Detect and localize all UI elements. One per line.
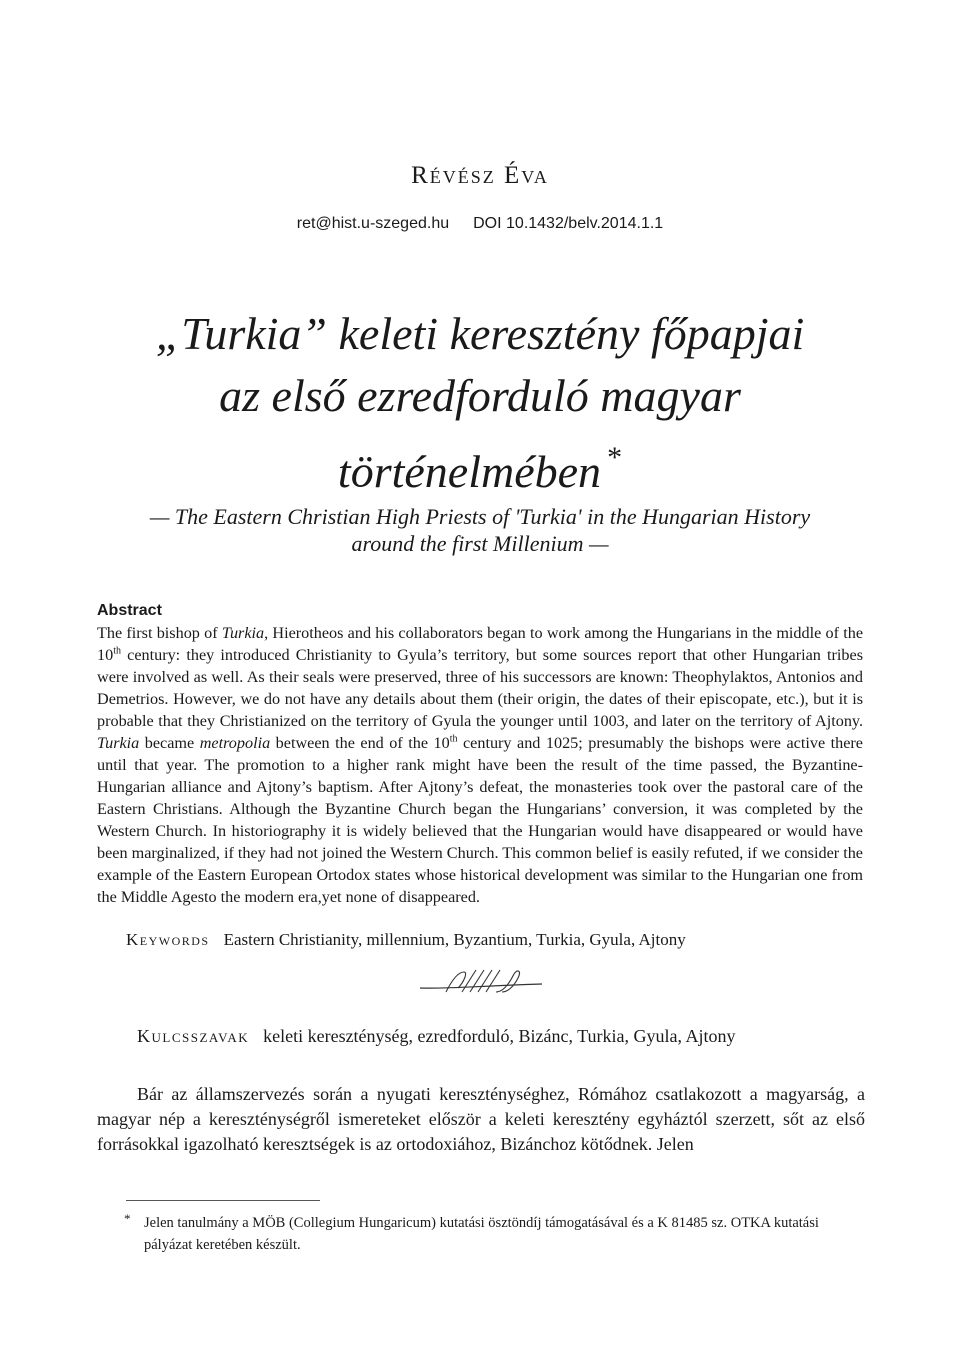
article-title <box>0 303 960 503</box>
title-line-1: „Turkia” keleti keresztény főpapjai <box>155 307 805 359</box>
footnote-mark: * <box>124 1211 131 1226</box>
abstract-run: The first bishop of <box>97 624 222 642</box>
abstract-italic: Turkia <box>97 734 140 752</box>
abstract-run: century: they introduced Christianity to Gyula’s territory, but some sources report that other Hungarian tribes were involved as well. As their seals were preserved, three of his successors are known: Theophylaktos, Antonios and Demetrios. However, we do not have any details about them (their origin, the dates of their episcopate, etc.), but it is probable that they Christianized on the territory of Gyula the younger until 1003, and later on the territory of Ajtony. <box>97 646 863 730</box>
author-name: Révész Éva <box>411 162 549 189</box>
title-line-2: az első ezredforduló magyar <box>219 369 741 421</box>
abstract-run: , Hierotheos and his collaborators began to work among the Hungarians in the middle of the 10 <box>97 624 864 664</box>
ordinal-sup: th <box>449 733 458 745</box>
title-footnote-mark: * <box>607 440 623 474</box>
keywords-text: Eastern Christianity, millennium, Byzantium, Turkia, Gyula, Ajtony <box>223 930 686 949</box>
footnote-text: Jelen tanulmány a MÖB (Collegium Hungaricum) kutatási ösztöndíj támogatásával és a K 81485 sz. OTKA kutatási pályázat keretében készült. <box>144 1215 819 1253</box>
english-subtitle <box>0 503 960 557</box>
keywords-english <box>126 930 886 950</box>
ordinal-sup: th <box>113 645 121 657</box>
title-line-3-text: történelmében <box>337 445 602 497</box>
footnote-rule <box>126 1200 320 1201</box>
body-paragraph: Bár az államszervezés során a nyugati kereszténységhez, Rómához csatlakozott a magyarság, a magyar nép a kereszténységről ismereteket először a keleti keresztény egyháztól szerzett, sőt az első forrásokkal igazolható keresztségek is az ortodoxiához, Bizánchoz kötődnek. Jelen <box>97 1084 865 1154</box>
title-line-3 <box>0 427 960 503</box>
doi: DOI 10.1432/belv.2014.1.1 <box>473 215 664 232</box>
subtitle-line-2: around the first Millenium — <box>351 531 609 556</box>
keywords-label: Keywords <box>126 930 210 949</box>
kulcsszavak-text: keleti kereszténység, ezredforduló, Bizánc, Turkia, Gyula, Ajtony <box>263 1026 736 1046</box>
subtitle-line-1: — The Eastern Christian High Priests of 'Turkia' in the Hungarian History <box>149 504 811 529</box>
abstract-run: century and 1025; presumably the bishops were active there until that year. The promotion to a higher rank might have been the result of the time passed, the Byzantine-Hungarian alliance and Ajtony’s baptism. After Ajtony’s defeat, the monasteries took over the pastoral care of the Eastern Christians. Although the Byzantine Church began the Hungarians’ conversion, it was completed by the Western Church. In historiography it is widely believed that the Hungarian would have disappeared or would have been marginalized, if they had not joined the Western Church. This common belief is easily refuted, if we consider the example of the Eastern European Ortodox states whose historical development was similar to the Hungarian one from the Middle Agesto the modern era,yet none of disappeared. <box>97 734 863 906</box>
abstract-italic: Turkia <box>221 624 265 642</box>
abstract-heading: Abstract <box>97 602 162 619</box>
kulcsszavak-label: Kulcsszavak <box>137 1026 250 1046</box>
abstract-section <box>97 600 863 908</box>
keywords-hungarian <box>137 1026 897 1047</box>
abstract-run: between the end of the 10 <box>270 734 450 752</box>
abstract-run: became <box>139 734 200 752</box>
flourish-ornament <box>418 962 546 1002</box>
abstract-italic: metropolia <box>199 734 271 752</box>
author-email: ret@hist.u-szeged.hu <box>296 215 450 232</box>
footnote <box>124 1212 844 1256</box>
contact-line <box>0 215 960 233</box>
abstract-text <box>97 622 863 908</box>
